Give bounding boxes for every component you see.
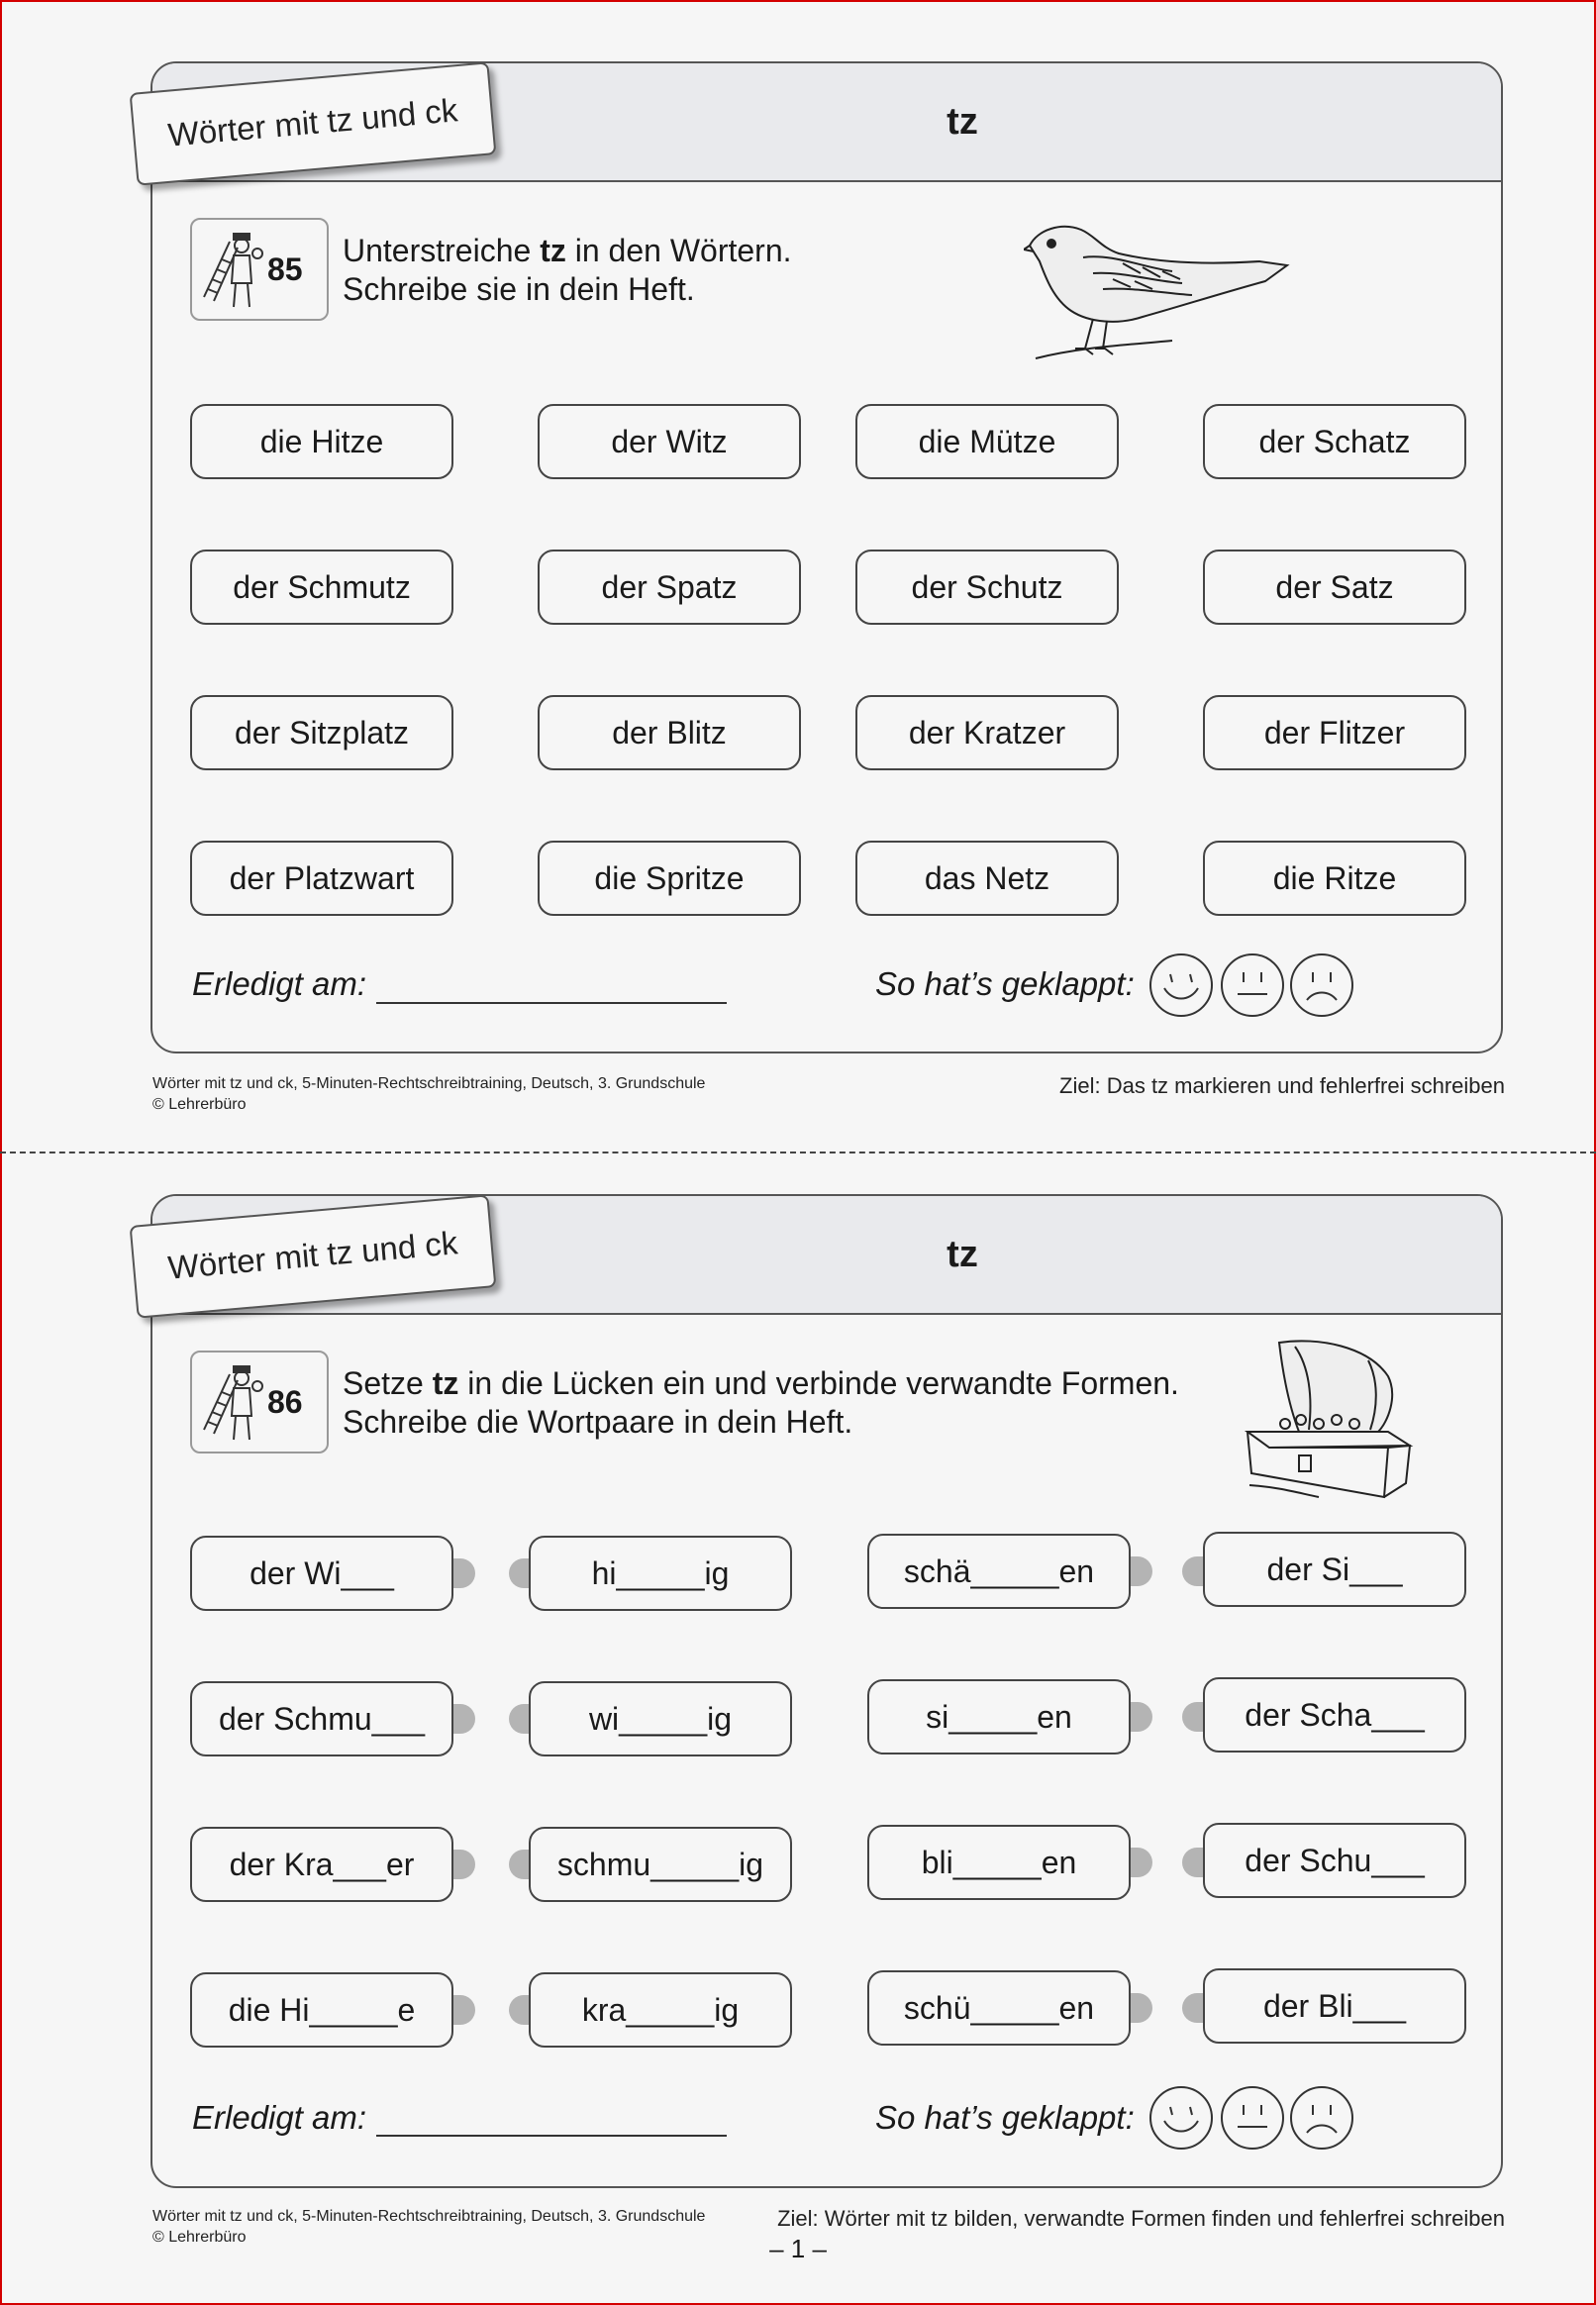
smiley-sad-icon[interactable]	[1289, 2085, 1354, 2151]
footer-copyright: © Lehrerbüro	[152, 1096, 247, 1113]
connect-dot[interactable]	[509, 1995, 531, 2025]
word-card: si_____en	[867, 1679, 1131, 1754]
word-card: der Si___	[1203, 1532, 1466, 1607]
word-card: der Kratzer	[855, 695, 1119, 770]
word-card: das Netz	[855, 841, 1119, 916]
connect-dot[interactable]	[1182, 1556, 1204, 1586]
word-card: die Mütze	[855, 404, 1119, 479]
rating-label: So hat’s geklappt:	[875, 965, 1135, 1002]
instruction-part: Unterstreiche	[343, 233, 541, 268]
chimney-sweep-icon	[200, 228, 265, 313]
footer-goal: Ziel: Das tz markieren und fehlerfrei schreiben	[1059, 1073, 1505, 1098]
exercise-badge	[190, 218, 329, 321]
smiley-neutral-icon[interactable]	[1220, 2085, 1285, 2151]
footer-copyright: © Lehrerbüro	[152, 2229, 247, 2246]
date-line[interactable]	[376, 1002, 727, 1004]
instruction-line2: Schreibe die Wortpaare in dein Heft.	[343, 1404, 853, 1440]
word-card: der Witz	[538, 404, 801, 479]
word-card: schü_____en	[867, 1970, 1131, 2046]
word-card: schmu_____ig	[529, 1827, 792, 1902]
topic-tab: Wörter mit tz und ck	[130, 61, 497, 185]
word-card: die Ritze	[1203, 841, 1466, 916]
word-card: der Schatz	[1203, 404, 1466, 479]
rating-label: So hat’s geklappt:	[875, 2099, 1135, 2136]
instruction-text	[343, 1364, 1179, 1442]
word-card: bli_____en	[867, 1825, 1131, 1900]
footer-goal: Ziel: Wörter mit tz bilden, verwandte Formen finden und fehlerfrei schreiben	[777, 2206, 1505, 2231]
word-card: der Satz	[1203, 550, 1466, 625]
word-card: der Spatz	[538, 550, 801, 625]
word-card: der Scha___	[1203, 1677, 1466, 1753]
smiley-happy-icon[interactable]	[1148, 952, 1214, 1018]
date-line[interactable]	[376, 2135, 727, 2137]
card-title: tz	[947, 101, 978, 143]
connect-dot[interactable]	[509, 1704, 531, 1734]
smiley-neutral-icon[interactable]	[1220, 952, 1285, 1018]
exercise-badge	[190, 1351, 329, 1453]
instruction-text	[343, 232, 792, 309]
topic-tab: Wörter mit tz und ck	[130, 1194, 497, 1318]
page-number: – 1 –	[769, 2234, 827, 2263]
exercise-number: 85	[267, 251, 303, 287]
connect-dot[interactable]	[1182, 1848, 1204, 1877]
connect-dot[interactable]	[1182, 1702, 1204, 1732]
word-card: wi_____ig	[529, 1681, 792, 1756]
connect-dot[interactable]	[1182, 1993, 1204, 2023]
word-card: der Flitzer	[1203, 695, 1466, 770]
smiley-sad-icon[interactable]	[1289, 952, 1354, 1018]
word-card: die Spritze	[538, 841, 801, 916]
word-card: schä_____en	[867, 1534, 1131, 1609]
instruction-line2: Schreibe sie in dein Heft.	[343, 271, 695, 307]
treasure-chest-illustration	[1240, 1337, 1422, 1501]
connect-dot[interactable]	[509, 1558, 531, 1588]
done-label: Erledigt am:	[192, 965, 367, 1002]
done-label: Erledigt am:	[192, 2099, 367, 2136]
word-card: der Bli___	[1203, 1968, 1466, 2044]
word-card: der Wi___	[190, 1536, 453, 1611]
word-card: der Platzwart	[190, 841, 453, 916]
sparrow-illustration	[1024, 208, 1293, 366]
word-card: der Schu___	[1203, 1823, 1466, 1898]
instruction-part: in den Wörtern.	[565, 233, 792, 268]
card-title: tz	[947, 1234, 978, 1275]
footer-source	[152, 1073, 705, 1115]
word-card: der Blitz	[538, 695, 801, 770]
footer-source-line: Wörter mit tz und ck, 5-Minuten-Rechtschreibtraining, Deutsch, 3. Grundschule	[152, 2208, 706, 2225]
word-card: die Hitze	[190, 404, 453, 479]
word-card: der Schmutz	[190, 550, 453, 625]
word-card: hi_____ig	[529, 1536, 792, 1611]
instruction-part: Setze	[343, 1365, 433, 1401]
word-card: die Hi_____e	[190, 1972, 453, 2048]
word-card: der Schmu___	[190, 1681, 453, 1756]
word-card: der Kra___er	[190, 1827, 453, 1902]
footer-source-line: Wörter mit tz und ck, 5-Minuten-Rechtschreibtraining, Deutsch, 3. Grundschule	[152, 1075, 706, 1092]
word-card: der Sitzplatz	[190, 695, 453, 770]
chimney-sweep-icon	[200, 1360, 265, 1446]
word-card: der Schutz	[855, 550, 1119, 625]
smiley-happy-icon[interactable]	[1148, 2085, 1214, 2151]
instruction-part: in die Lücken ein und verbinde verwandte Formen.	[458, 1365, 1179, 1401]
instruction-bold: tz	[432, 1365, 459, 1401]
instruction-bold: tz	[540, 233, 566, 268]
exercise-number: 86	[267, 1384, 303, 1420]
connect-dot[interactable]	[509, 1850, 531, 1879]
cut-line	[0, 1152, 1596, 1153]
word-card: kra_____ig	[529, 1972, 792, 2048]
